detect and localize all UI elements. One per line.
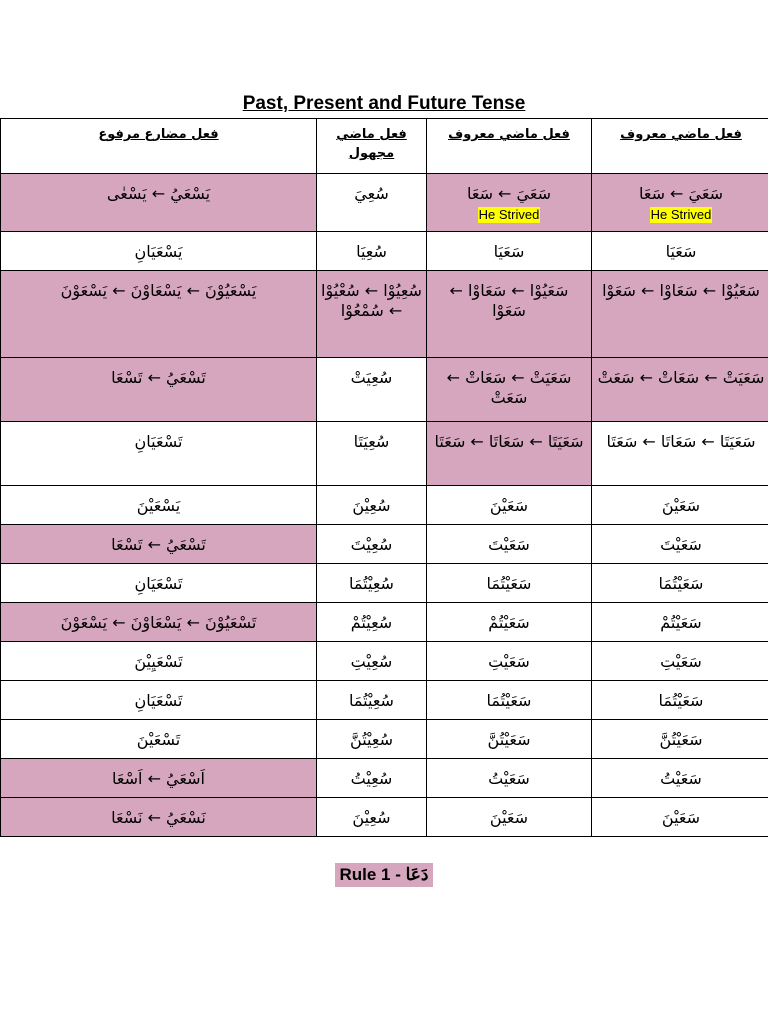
present-tense-cell: تَسْعَيُ ← تَسْعَا (1, 358, 317, 422)
table-row (1, 486, 768, 525)
rule-label: Rule 1 - دَعَا (335, 863, 433, 887)
page-title: Past, Present and Future Tense (242, 93, 526, 114)
active-past-cell: سَعَيْتُمْ (427, 603, 592, 642)
passive-past-cell: سُعِيْتُمْ (317, 603, 427, 642)
table-row (1, 358, 768, 422)
table-row (1, 525, 768, 564)
passive-past-cell: سُعِيَا (317, 232, 427, 271)
present-tense-cell: يَسْعَيْنَ (1, 486, 317, 525)
active-past-cell: سَعَيْنَ (427, 486, 592, 525)
passive-past-cell: سُعِيَ (317, 174, 427, 232)
present-tense-cell: تَسْعَيَانِ (1, 681, 317, 720)
active-past-cell: سَعَيَا (427, 232, 592, 271)
passive-past-cell: سُعِيْنَ (317, 798, 427, 837)
table-row (1, 174, 768, 232)
active-past-cell: سَعَيْتِ (592, 642, 768, 681)
table-row (1, 681, 768, 720)
table-row (1, 798, 768, 837)
table-row (1, 271, 768, 358)
active-past-cell: سَعَيْنَ (592, 798, 768, 837)
active-past-cell: سَعَيْتُ (592, 759, 768, 798)
active-past-cell (592, 174, 768, 232)
header-cell: فعل ماضي معروف (592, 119, 768, 174)
passive-past-cell: سُعِيْنَ (317, 486, 427, 525)
active-past-cell: سَعَيْتُمَا (592, 681, 768, 720)
active-past-cell: سَعَيَتَا ← سَعَاتَا ← سَعَتَا (592, 422, 768, 486)
table-row (1, 564, 768, 603)
active-past-cell: سَعَيْتُنَّ (427, 720, 592, 759)
header-cell: فعل ماضي مجهول (317, 119, 427, 174)
passive-past-cell: سُعِيُوْا ← سُعْيُوْا ← سُمْعُوْا (317, 271, 427, 358)
active-past-cell: سَعَيْتُنَّ (592, 720, 768, 759)
header-cell: فعل مضارع مرفوع (1, 119, 317, 174)
active-past-cell: سَعَيُوْا ← سَعَاوْا ← سَعَوْا (592, 271, 768, 358)
active-past-cell: سَعَيَتَا ← سَعَاتَا ← سَعَتَا (427, 422, 592, 486)
table-row (1, 720, 768, 759)
active-past-cell: سَعَيْتُمْ (592, 603, 768, 642)
header-cell: فعل ماضي معروف (427, 119, 592, 174)
active-past-cell: سَعَيْتَ (592, 525, 768, 564)
passive-past-cell: سُعِيْتُمَا (317, 681, 427, 720)
passive-past-cell: سُعِيَتَا (317, 422, 427, 486)
table-row (1, 603, 768, 642)
active-past-cell: سَعَيْنَ (427, 798, 592, 837)
present-tense-cell: تَسْعَيِيْنَ (1, 642, 317, 681)
active-past-cell (427, 174, 592, 232)
meaning-highlight: He Strived (478, 207, 540, 222)
active-past-cell: سَعَيْتَ (427, 525, 592, 564)
table-row (1, 759, 768, 798)
present-tense-cell: يَسْعَيَانِ (1, 232, 317, 271)
cell-text: سَعَيَ ← سَعَا (638, 184, 724, 203)
header-row (1, 119, 768, 174)
active-past-cell: سَعَيْتُمَا (592, 564, 768, 603)
present-tense-cell: نَسْعَيُ ← نَسْعَا (1, 798, 317, 837)
present-tense-cell: اَسْعَيُ ← اَسْعَا (1, 759, 317, 798)
active-past-cell: سَعَيْتُ (427, 759, 592, 798)
cell-text: سَعَيَ ← سَعَا (466, 184, 552, 203)
passive-past-cell: سُعِيْتِ (317, 642, 427, 681)
present-tense-cell: تَسْعَيْنَ (1, 720, 317, 759)
present-tense-cell: يَسْعَيُوْنَ ← يَسْعَاوْنَ ← يَسْعَوْنَ (1, 271, 317, 358)
present-tense-cell: تَسْعَيَانِ (1, 564, 317, 603)
passive-past-cell: سُعِيْتُمَا (317, 564, 427, 603)
passive-past-cell: سُعِيَتْ (317, 358, 427, 422)
table-row (1, 642, 768, 681)
active-past-cell: سَعَيْتُمَا (427, 564, 592, 603)
active-past-cell: سَعَيَا (592, 232, 768, 271)
active-past-cell: سَعَيْتِ (427, 642, 592, 681)
passive-past-cell: سُعِيْتُنَّ (317, 720, 427, 759)
passive-past-cell: سُعِيْتُ (317, 759, 427, 798)
active-past-cell: سَعَيُوْا ← سَعَاوْا ← سَعَوْا (427, 271, 592, 358)
passive-past-cell: سُعِيْتَ (317, 525, 427, 564)
present-tense-cell: تَسْعَيُ ← تَسْعَا (1, 525, 317, 564)
active-past-cell: سَعَيَتْ ← سَعَاتْ ← سَعَتْ (592, 358, 768, 422)
meaning-highlight: He Strived (650, 207, 712, 222)
present-tense-cell: تَسْعَيَانِ (1, 422, 317, 486)
active-past-cell: سَعَيْتُمَا (427, 681, 592, 720)
table-row (1, 232, 768, 271)
present-tense-cell: يَسْعَيُ ← يَسْعٰى (1, 174, 317, 232)
present-tense-cell: تَسْعَيُوْنَ ← يَسْعَاوْنَ ← يَسْعَوْنَ (1, 603, 317, 642)
conjugation-table (0, 118, 768, 837)
table-row (1, 422, 768, 486)
active-past-cell: سَعَيْنَ (592, 486, 768, 525)
active-past-cell: سَعَيَتْ ← سَعَاتْ ← سَعَتْ (427, 358, 592, 422)
